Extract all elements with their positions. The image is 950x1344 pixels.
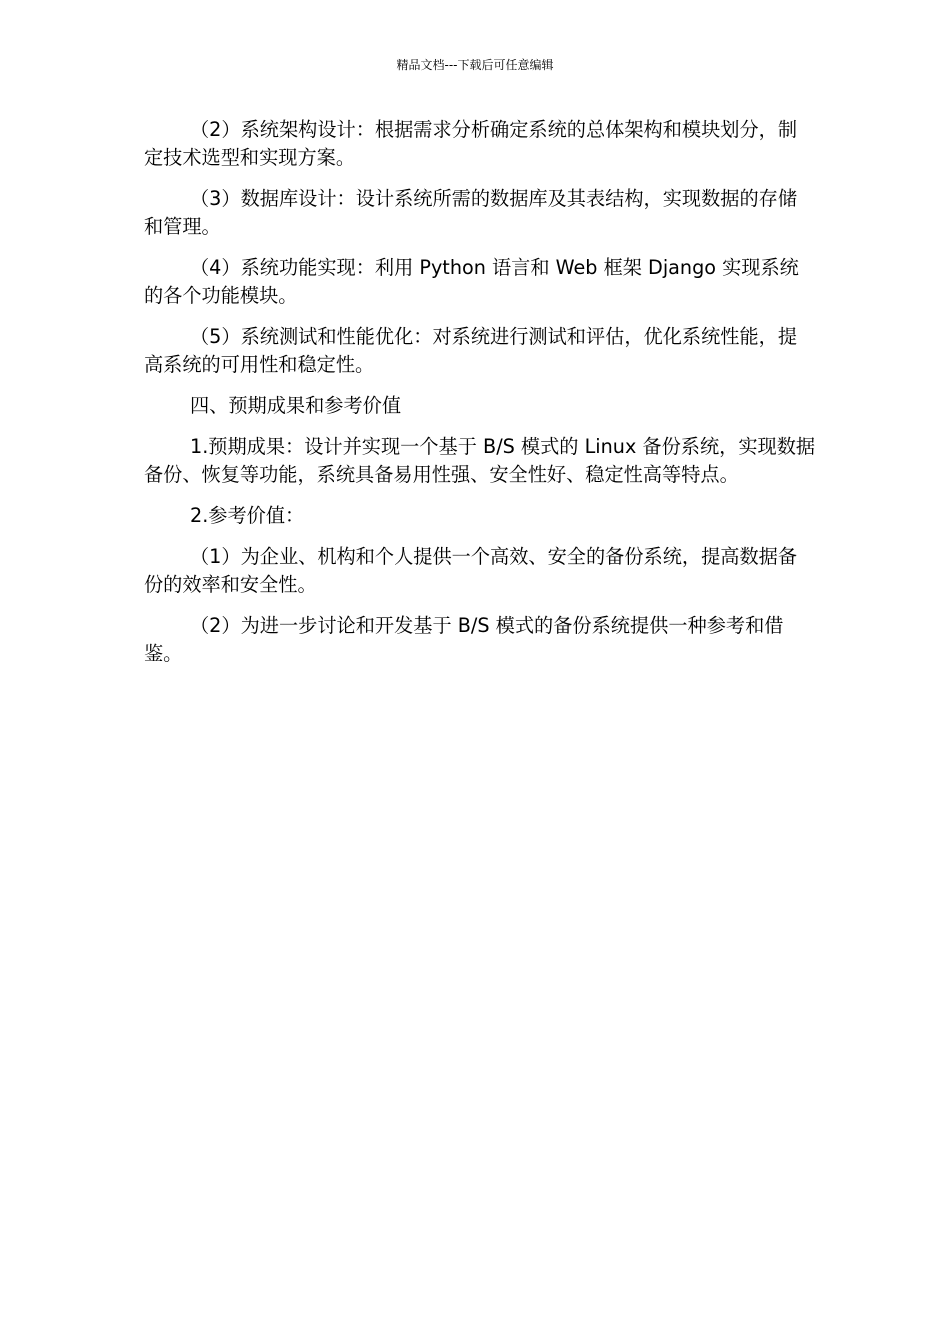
paragraph-database-design: （3）数据库设计：设计系统所需的数据库及其表结构，实现数据的存储和管理。 — [144, 187, 798, 238]
document-body — [144, 116, 816, 681]
paragraph-reference-value-1: （1）为企业、机构和个人提供一个高效、安全的备份系统，提高数据备份的效率和安全性。 — [144, 545, 798, 596]
paragraph-architecture-design: （2）系统架构设计：根据需求分析确定系统的总体架构和模块划分，制定技术选型和实现方案。 — [144, 118, 798, 169]
section-heading-expected-results: 四、预期成果和参考价值 — [190, 394, 402, 417]
paragraph-reference-value-2: （2）为进一步讨论和开发基于 B/S 模式的备份系统提供一种参考和借鉴。 — [144, 614, 784, 665]
paragraph-function-implementation: （4）系统功能实现：利用 Python 语言和 Web 框架 Django 实现系统的各个功能模块。 — [144, 256, 799, 307]
page-header: 精品文档---下载后可任意编辑 — [396, 58, 554, 72]
paragraph-testing-optimization: （5）系统测试和性能优化：对系统进行测试和评估，优化系统性能，提高系统的可用性和稳定性。 — [144, 325, 798, 376]
paragraph-reference-value-title: 2.参考价值： — [190, 504, 305, 527]
paragraph-expected-results: 1.预期成果：设计并实现一个基于 B/S 模式的 Linux 备份系统，实现数据备份、恢复等功能，系统具备易用性强、安全性好、稳定性高等特点。 — [144, 435, 816, 486]
